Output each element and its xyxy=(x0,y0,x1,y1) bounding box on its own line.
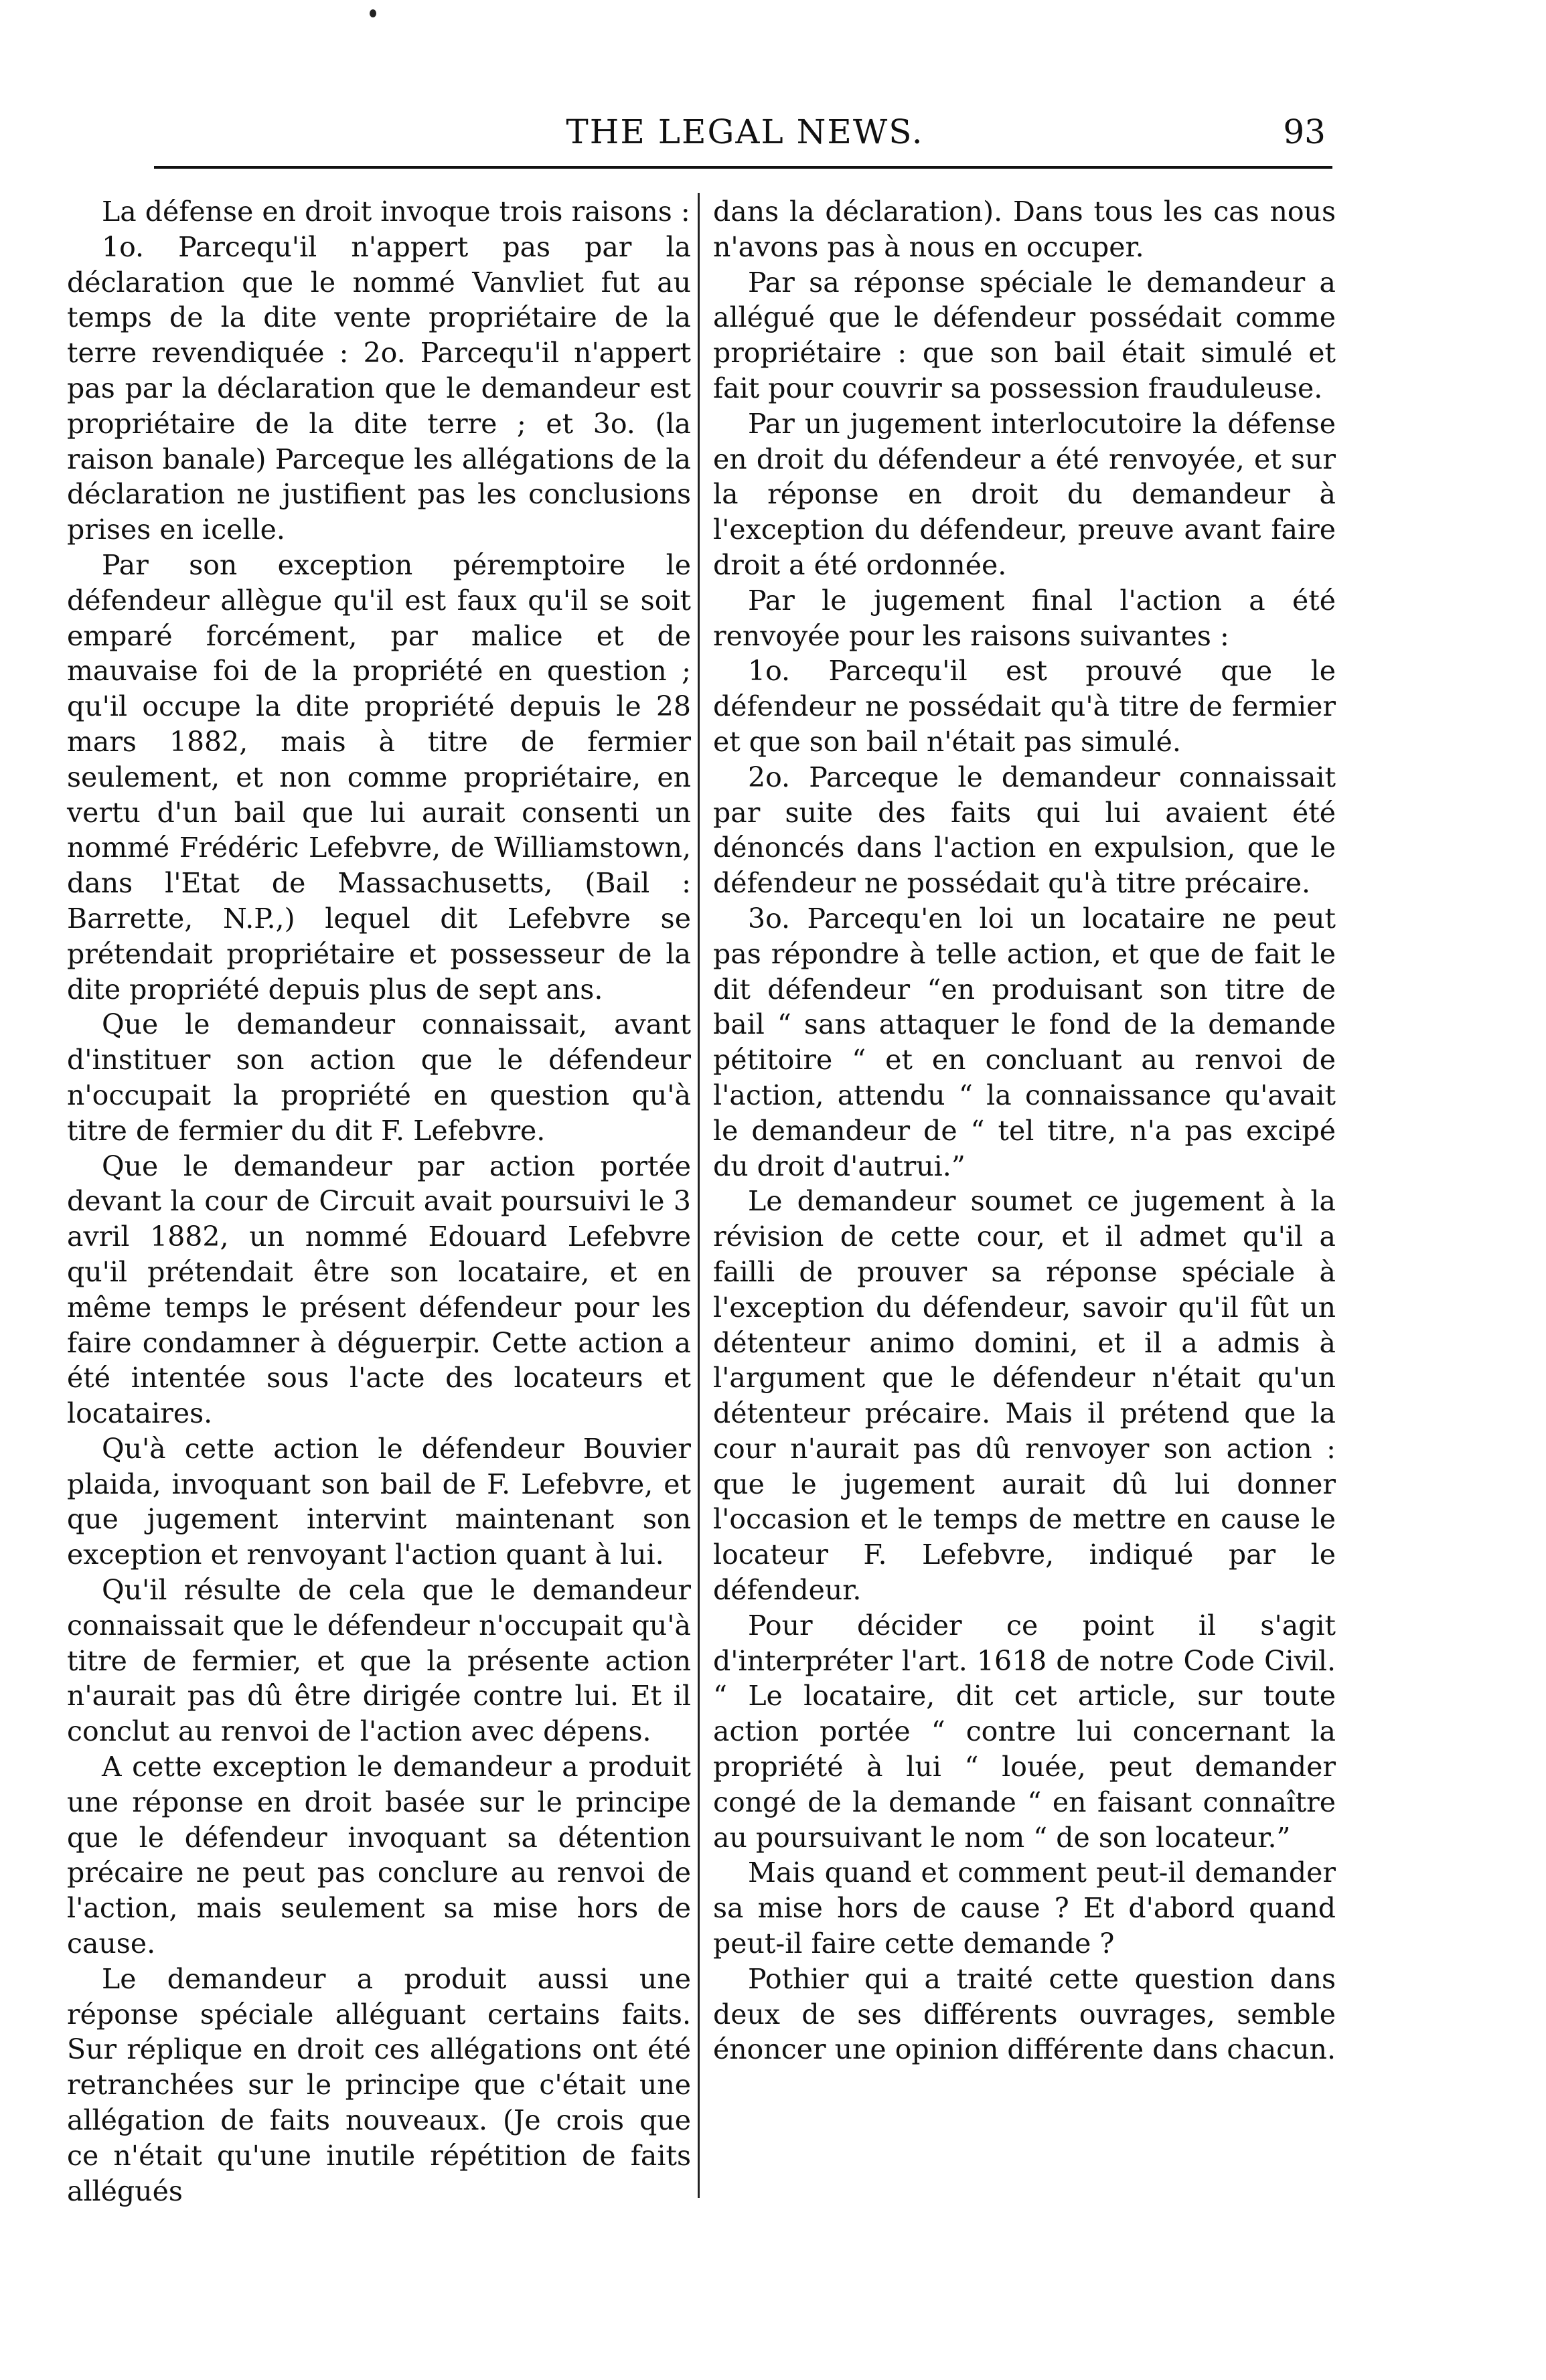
left-paragraph-3: Par son exception péremptoire le défendeur allègue qu'il est faux qu'il se soit emparé forcément, par malice et de mauvaise foi de la propriété en question ; qu'il occupe la dite propriété depuis le 28 mars 1882, mais à titre de fermier seulement, et non comme propriétaire, en vertu d'un bail que lui aurait consenti un nommé Frédéric Lefebvre, de Williamstown, dans l'Etat de Massachusetts, (Bail : Barrette, N.P.,) lequel dit Lefebvre se prétendait propriétaire et possesseur de la dite propriété depuis plus de sept ans. xyxy=(67,548,691,1006)
left-paragraph-6: Qu'à cette action le défendeur Bouvier plaida, invoquant son bail de F. Lefebvre, et que jugement intervint maintenant son exception et renvoyant l'action quant à lui. xyxy=(67,1432,691,1571)
left-paragraph-1: La défense en droit invoque trois raisons : xyxy=(102,195,690,228)
right-paragraph-5: 1o. Parcequ'il est prouvé que le défendeur ne possédait qu'à titre de fermier et que son bail n'était pas simulé. xyxy=(713,655,1336,758)
right-paragraph-11: Pothier qui a traité cette question dans deux de ses différents ouvrages, semble énoncer une opinion différente dans chacun. xyxy=(713,1962,1336,2066)
page-number: 93 xyxy=(1283,112,1326,151)
right-paragraph-1: dans la déclaration). Dans tous les cas nous n'avons pas à nous en occuper. xyxy=(713,195,1336,263)
ink-speck xyxy=(370,9,376,17)
left-paragraph-2: 1o. Parcequ'il n'appert pas par la déclaration que le nommé Vanvliet fut au temps de la dite vente propriétaire de la terre revendiquée : 2o. Parcequ'il n'appert pas par la déclaration que le demandeur est propriétaire de la dite terre ; et 3o. (la raison banale) Parceque les allégations de la déclaration ne justifient pas les conclusions prises en icelle. xyxy=(67,230,691,546)
journal-title: THE LEGAL NEWS. xyxy=(566,112,924,151)
left-paragraph-8: A cette exception le demandeur a produit une réponse en droit basée sur le principe que le défendeur invoquant sa détention précaire ne peut pas conclure au renvoi de l'action, mais seulement sa mise hors de cause. xyxy=(67,1751,691,1960)
column-divider xyxy=(698,193,700,2198)
left-paragraph-7: Qu'il résulte de cela que le demandeur connaissait que le défendeur n'occupait qu'à titre de fermier, et que la présente action n'aurait pas dû être dirigée contre lui. Et il conclut au renvoi de l'action avec dépens. xyxy=(67,1574,691,1748)
right-paragraph-2: Par sa réponse spéciale le demandeur a allégué que le défendeur possédait comme propriétaire : que son bail était simulé et fait pour couvrir sa possession frauduleuse. xyxy=(713,266,1336,404)
right-paragraph-9: Pour décider ce point il s'agit d'interpréter l'art. 1618 de notre Code Civil. “ Le locataire, dit cet article, sur toute action portée “ contre lui concernant la propriété à lui “ louée, peut demander congé de la demande “ en faisant connaître au poursuivant le nom “ de son locateur.” xyxy=(713,1609,1336,1854)
running-head xyxy=(157,106,1332,159)
right-column xyxy=(713,194,1336,2067)
right-paragraph-4: Par le jugement final l'action a été renvoyée pour les raisons suivantes : xyxy=(713,584,1336,652)
left-column xyxy=(67,194,691,2209)
right-paragraph-7: 3o. Parcequ'en loi un locataire ne peut pas répondre à telle action, et que de fait le dit défendeur “en produisant son titre de bail “ sans attaquer le fond de la demande pétitoire “ et en concluant au renvoi de l'action, attendu “ la connaissance qu'avait le demandeur de “ tel titre, n'a pas excipé du droit d'autrui.” xyxy=(713,902,1336,1182)
right-paragraph-3: Par un jugement interlocutoire la défense en droit du défendeur a été renvoyée, et sur la réponse en droit du demandeur à l'exception du défendeur, preuve avant faire droit a été ordonnée. xyxy=(713,407,1336,581)
right-paragraph-6: 2o. Parceque le demandeur connaissait par suite des faits qui lui avaient été dénoncés dans l'action en expulsion, que le défendeur ne possédait qu'à titre précaire. xyxy=(713,761,1336,900)
left-paragraph-5: Que le demandeur par action portée devant la cour de Circuit avait poursuivi le 3 avril 1882, un nommé Edouard Lefebvre qu'il prétendait être son locataire, et en même temps le présent défendeur pour les faire condamner à déguerpir. Cette action a été intentée sous l'acte des locateurs et locataires. xyxy=(67,1149,691,1430)
right-paragraph-8: Le demandeur soumet ce jugement à la révision de cette cour, et il admet qu'il a failli de prouver sa réponse spéciale à l'exception du défendeur, savoir qu'il fût un détenteur animo domini, et il a admis à l'argument que le défendeur n'était qu'un détenteur précaire. Mais il prétend que la cour n'aurait pas dû renvoyer son action : que le jugement aurait dû lui donner l'occasion et le temps de mettre en cause le locateur F. Lefebvre, indiqué par le défendeur. xyxy=(713,1185,1336,1607)
left-paragraph-4: Que le demandeur connaissait, avant d'instituer son action que le défendeur n'occupait la propriété en question qu'à titre de fermier du dit F. Lefebvre. xyxy=(67,1008,691,1147)
left-paragraph-9: Le demandeur a produit aussi une réponse spéciale alléguant certains faits. Sur réplique en droit ces allégations ont été retranchées sur le principe que c'était une allégation de faits nouveaux. (Je crois que ce n'était qu'une inutile répétition de faits allégués xyxy=(67,1962,691,2207)
right-paragraph-10: Mais quand et comment peut-il demander sa mise hors de cause ? Et d'abord quand peut-il faire cette demande ? xyxy=(713,1856,1336,1960)
header-rule xyxy=(154,166,1332,169)
